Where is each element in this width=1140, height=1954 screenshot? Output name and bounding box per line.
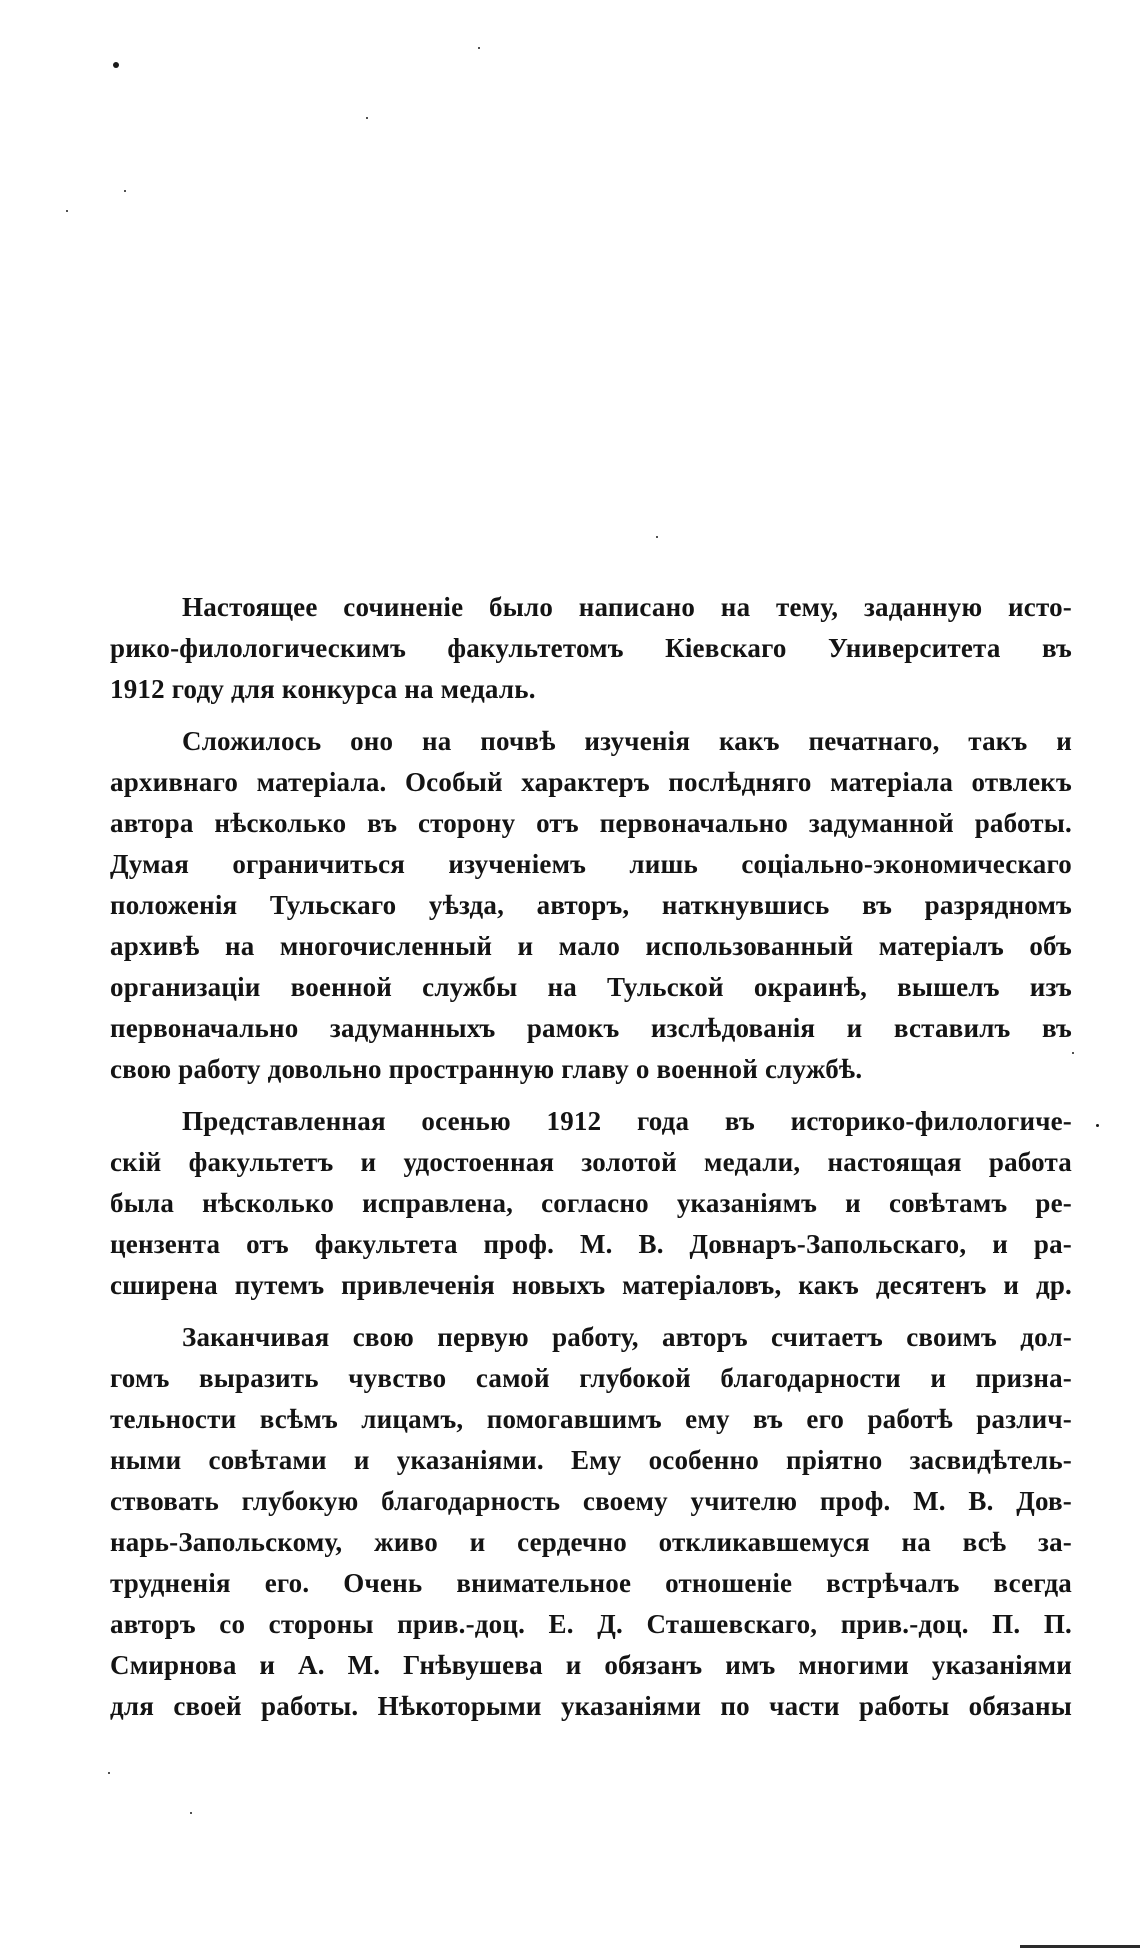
scan-speck bbox=[124, 190, 126, 192]
text-line: нарь-Запольскому, живо и сердечно откликавшемуся на всѣ за- bbox=[110, 1527, 1072, 1557]
text-line: организаціи военной службы на Тульской окраинѣ, вышелъ изъ bbox=[110, 972, 1072, 1002]
paragraph-3 bbox=[110, 1101, 1072, 1306]
text-line: Заканчивая свою первую работу, авторъ считаетъ своимъ дол- bbox=[182, 1322, 1072, 1352]
text-line: первоначально задуманныхъ рамокъ изслѣдованія и вставилъ въ bbox=[110, 1013, 1072, 1043]
text-line: 1912 году для конкурса на медаль. bbox=[110, 674, 536, 704]
paragraph-4 bbox=[110, 1317, 1072, 1727]
text-line: архивѣ на многочисленный и мало использованный матеріалъ объ bbox=[110, 931, 1072, 961]
scan-speck bbox=[1096, 1124, 1099, 1127]
text-line: положенія Тульскаго уѣзда, авторъ, наткнувшись въ разрядномъ bbox=[110, 890, 1072, 920]
scan-speck bbox=[1072, 1052, 1074, 1054]
paragraph-2 bbox=[110, 721, 1072, 1090]
text-line: ными совѣтами и указаніями. Ему особенно пріятно засвидѣтель- bbox=[110, 1445, 1072, 1475]
text-line: авторъ со стороны прив.-доц. Е. Д. Сташевскаго, прив.-доц. П. П. bbox=[110, 1609, 1072, 1639]
text-line: тельности всѣмъ лицамъ, помогавшимъ ему въ его работѣ различ- bbox=[110, 1404, 1072, 1434]
paragraph-1 bbox=[110, 587, 1072, 710]
text-line: свою работу довольно пространную главу о военной службѣ. bbox=[110, 1054, 863, 1084]
text-line: цензента отъ факультета проф. М. В. Довнаръ-Запольскаго, и ра- bbox=[110, 1229, 1072, 1259]
scan-speck bbox=[66, 210, 68, 212]
text-line: была нѣсколько исправлена, согласно указаніямъ и совѣтамъ ре- bbox=[110, 1188, 1072, 1218]
text-line: Настоящее сочиненіе было написано на тему, заданную исто- bbox=[182, 592, 1072, 622]
text-line: гомъ выразить чувство самой глубокой благодарности и призна- bbox=[110, 1363, 1072, 1393]
text-line: архивнаго матеріала. Особый характеръ послѣдняго матеріала отвлекъ bbox=[110, 767, 1072, 797]
scan-speck bbox=[366, 117, 368, 119]
text-line: трудненія его. Очень внимательное отношеніе встрѣчалъ всегда bbox=[110, 1568, 1072, 1598]
text-line: сширена путемъ привлеченія новыхъ матеріаловъ, какъ десятенъ и др. bbox=[110, 1270, 1072, 1300]
scan-speck bbox=[656, 536, 658, 538]
text-line: ствовать глубокую благодарность своему учителю проф. М. В. Дов- bbox=[110, 1486, 1072, 1516]
text-line: рико-филологическимъ факультетомъ Кіевскаго Университета въ bbox=[110, 633, 1072, 663]
text-line: для своей работы. Нѣкоторыми указаніями по части работы обязаны bbox=[110, 1691, 1072, 1721]
text-line: Смирнова и А. М. Гнѣвушева и обязанъ имъ многими указаніями bbox=[110, 1650, 1072, 1680]
scan-speck bbox=[108, 1772, 110, 1774]
text-line: Представленная осенью 1912 года въ историко-филологиче- bbox=[182, 1106, 1072, 1136]
text-line: автора нѣсколько въ сторону отъ первоначально задуманной работы. bbox=[110, 808, 1072, 838]
text-line: Сложилось оно на почвѣ изученія какъ печатнаго, такъ и bbox=[182, 726, 1072, 756]
text-line: Думая ограничиться изученіемъ лишь соціально-экономическаго bbox=[110, 849, 1072, 879]
scan-speck bbox=[190, 1812, 192, 1814]
page-edge-rule bbox=[1020, 1945, 1140, 1948]
scan-speck bbox=[113, 62, 119, 68]
text-line: скій факультетъ и удостоенная золотой медали, настоящая работа bbox=[110, 1147, 1072, 1177]
preface-text bbox=[110, 587, 1072, 1738]
scan-speck bbox=[478, 47, 480, 49]
